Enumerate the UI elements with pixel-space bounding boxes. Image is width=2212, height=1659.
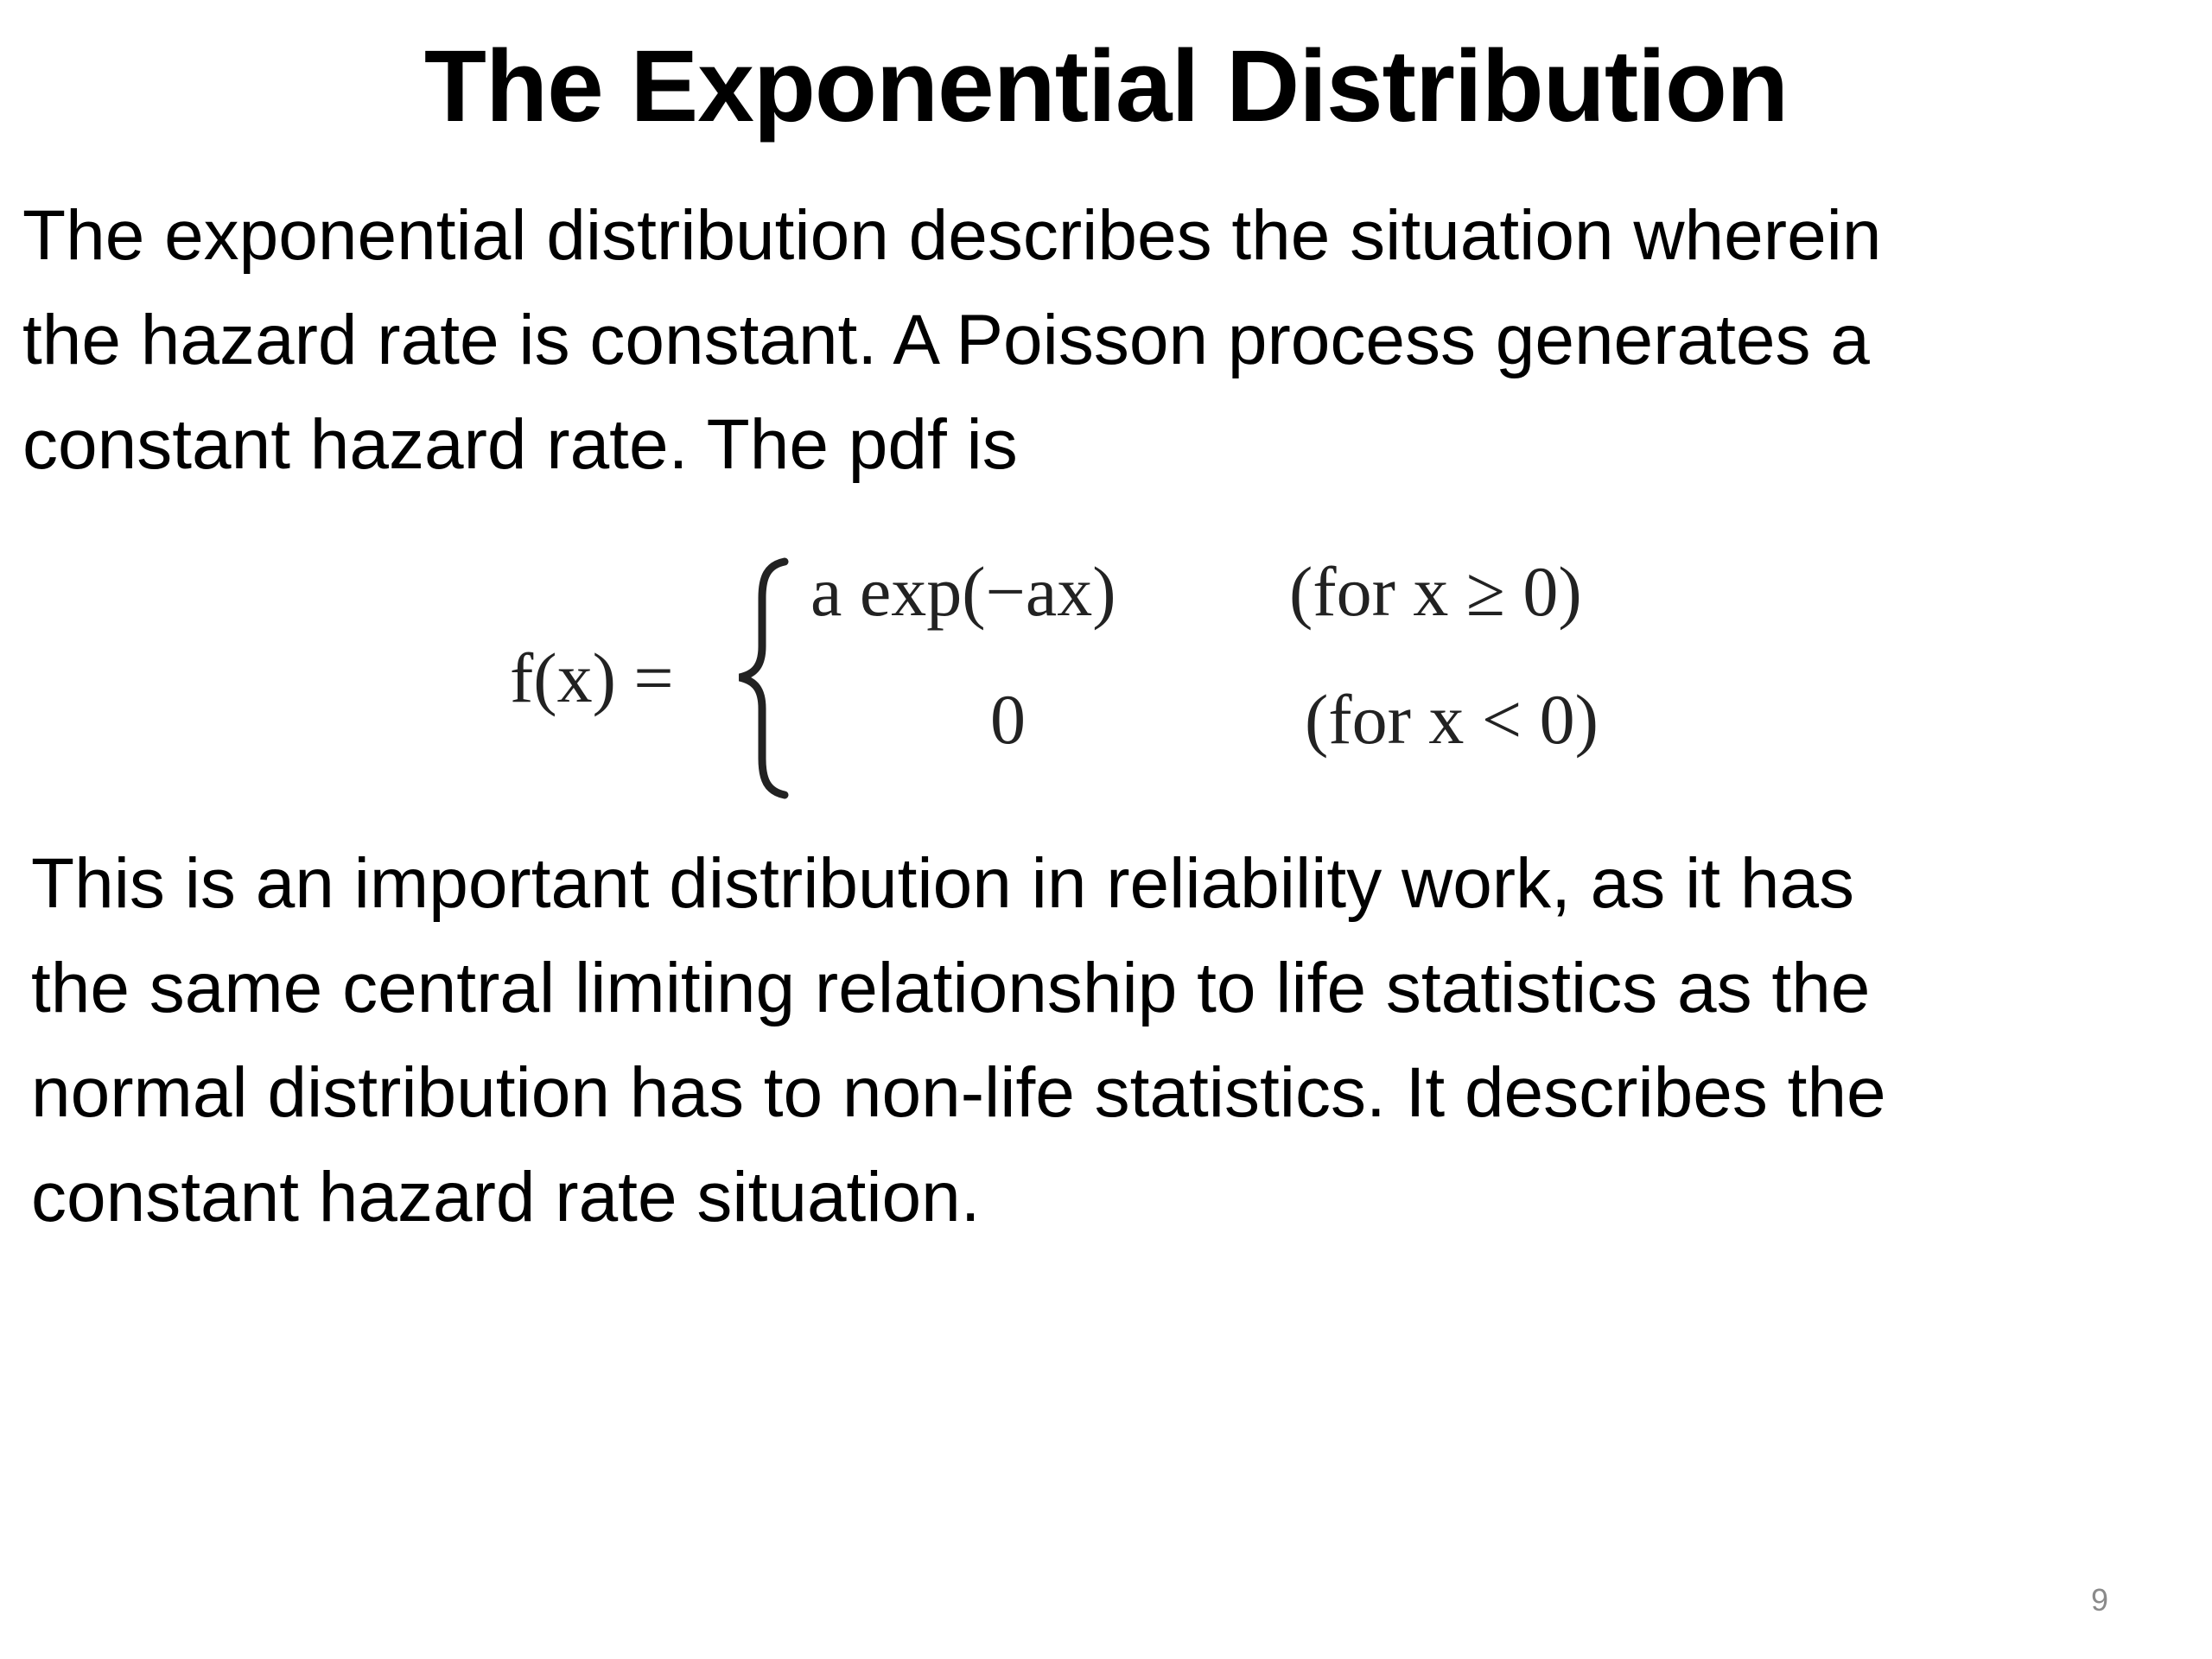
formula-case-1-expression: a exp(−ax): [810, 552, 1116, 631]
body-line: This is an important distribution in reliability work, as it has: [31, 844, 1855, 923]
formula-case-2-condition: (for x < 0): [1305, 680, 1599, 759]
formula-case-2-expression: 0: [990, 680, 1026, 759]
intro-line: the hazard rate is constant. A Poisson process generates a: [22, 301, 1870, 379]
curly-brace-icon: [740, 562, 785, 795]
pdf-formula-graphic: [0, 536, 2212, 812]
body-paragraph: [31, 831, 1886, 1249]
body-line: constant hazard rate situation.: [31, 1158, 981, 1236]
formula-case-1-condition: (for x ≥ 0): [1289, 552, 1582, 631]
slide-title: The Exponential Distribution: [423, 29, 1789, 143]
body-line: the same central limiting relationship to life statistics as the: [31, 949, 1871, 1027]
body-line: normal distribution has to non-life statistics. It describes the: [31, 1053, 1886, 1132]
pdf-formula: [0, 536, 2212, 812]
intro-line: constant hazard rate. The pdf is: [22, 405, 1018, 484]
page-number: 9: [2090, 1582, 2108, 1618]
formula-lhs: f(x) =: [510, 639, 674, 717]
intro-paragraph: [22, 183, 1882, 497]
intro-line: The exponential distribution describes the situation wherein: [22, 196, 1882, 275]
